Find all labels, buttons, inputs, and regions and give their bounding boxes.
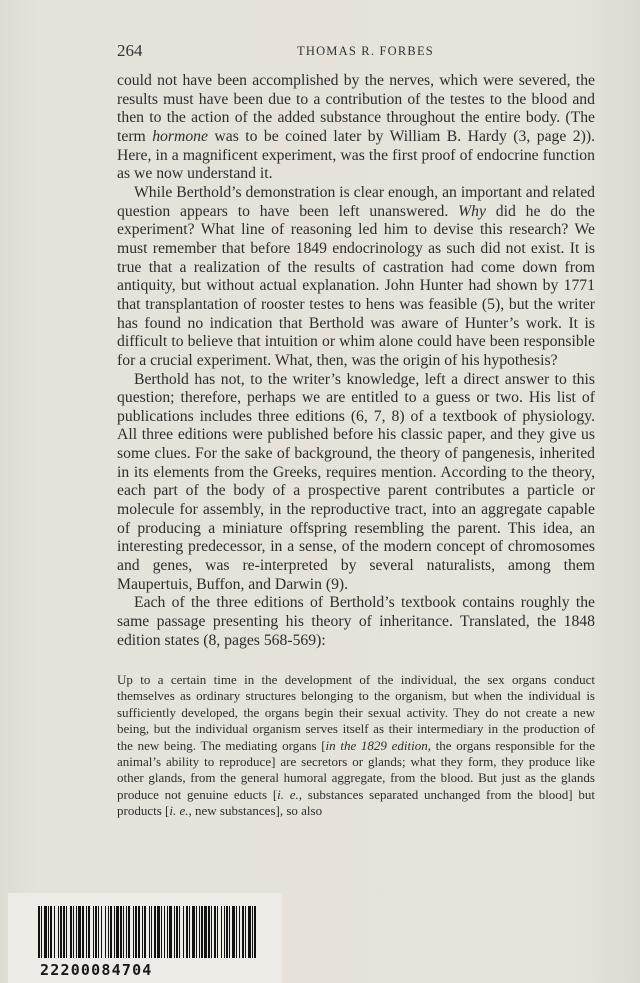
barcode-bar [144,906,146,958]
barcode-bar [242,906,244,958]
page-header [117,41,595,63]
barcode-bar [189,906,190,958]
italic-text-run: i. e., [169,803,192,819]
text-run: was to be coined later by William B. Hardy (3, page 2)). Here, in a magnificent experiment, was the first proof of endocrine function as we now understand it. [117,127,595,183]
body-paragraph [117,594,595,650]
barcode-bar [226,906,228,958]
barcode-bar [157,906,160,958]
barcode-bar [133,906,134,958]
barcode-bar [58,906,59,958]
text-run: substances separated unchanged from the blood] but products [ [117,786,595,819]
text-run: the organs responsible for the animal’s ability to reproduce] are secretors or glands; what they form, they produce like other glands, from the general humoral aggregate, from the blood. But just as the glands produce not genuine educts [ [117,737,596,802]
barcode-bar [50,906,52,958]
barcode-bar [142,906,143,958]
body-text [117,72,595,650]
barcode-bar [224,906,225,958]
body-paragraph [117,371,595,595]
barcode-bar [201,906,203,958]
barcode-bar [73,906,74,958]
barcode-bar [123,906,124,958]
barcode-bar [161,906,162,958]
barcode-bar [252,906,253,958]
barcode-bar [95,906,97,958]
barcode-bar [82,906,84,958]
barcode-bar [229,906,230,958]
barcode-bar [186,906,188,958]
italic-text-run: Why [458,202,486,220]
barcode-bar [110,906,112,958]
barcode-bar [154,906,156,958]
text-run: did he do the experiment? What line of reasoning led him to devise this research? We must remember that before 1849 endocrinology as such did not exist. It is true that a realization of the results of castration had come down from antiquity, but without actual explanation. John Hunter had shown by 1771 that transplantation of rooster testes to hens was feasible (5), but the writer has found no indication that Berthold was aware of Hunter’s work. It is difficult to believe that intuition or whim alone could have been responsible for a crucial experiment. What, then, was the origin of his hypothesis? [117,202,595,369]
barcode-bar [196,906,197,958]
barcode-bar [164,906,165,958]
barcode-bar [204,906,207,958]
barcode-bar [114,906,115,958]
barcode-bar [41,906,42,958]
body-paragraph [117,184,595,371]
barcode-bar [199,906,200,958]
quote-paragraph [117,672,595,820]
barcode-bar [66,906,67,958]
text-run: could not have been accomplished by the nerves, which were severed, the results must have been due to a contribution of the testes to the blood and then to the action of the added substance throughout the entire body. (The term [117,72,595,145]
barcode-bar [214,906,216,958]
italic-text-run: hormone [152,127,208,145]
text-run: new substances], so also [191,803,323,819]
barcode-bar [126,906,127,958]
barcode-number: 22200084704 [40,961,153,979]
barcode-bar [217,906,218,958]
running-head: THOMAS R. FORBES [297,44,434,58]
barcode-bar [108,906,109,958]
barcode-bar [88,906,90,958]
barcode-bar [208,906,210,958]
text-run: While Berthold’s demonstration is clear enough, an important and related question appears to have been left unanswered. [117,183,595,220]
italic-text-run: i. e., [277,786,303,802]
barcode-bar [93,906,94,958]
barcode-bar [78,906,81,958]
barcode-icon [38,906,260,958]
barcode-bar [236,906,237,958]
barcode-bar [105,906,106,958]
barcode-bar [135,906,137,958]
barcode-bar [86,906,87,958]
barcode-bar [239,906,240,958]
barcode-bar [254,906,256,958]
barcode-bar [179,906,180,958]
barcode-bar [120,906,122,958]
barcode-bar [176,906,178,958]
barcode-bar [128,906,130,958]
barcode-bar [221,906,222,958]
barcode-bar [183,906,184,958]
barcode-bar [167,906,168,958]
block-quote [117,672,595,820]
barcode-bar [149,906,150,958]
barcode-bar [63,906,65,958]
barcode-bar [98,906,99,958]
barcode-bar [138,906,140,958]
barcode-bar [101,906,102,958]
barcode-bar [44,906,47,958]
barcode-bar [116,906,119,958]
text-run: Berthold has not, to the writer’s knowledge, left a direct answer to this question; therefore, perhaps we are entitled to a guess or two. His list of publications includes three editions (6, 7, 8) of a textbook of physiology. All three editions were published before his classic paper, and they give us some clues. For the sake of background, the theory of pangenesis, inherited in its elements from the Greeks, requires mention. According to the theory, each part of the body of a prospective parent contributes a particle or molecule for assembly, in the reproductive tract, into an aggregate capable of producing a miniature offspring resembling the parent. This idea, an interesting predecessor, in a sense, of the modern concept of chromosomes and genes, was re-interpreted by several naturalists, among them Maupertuis, Buffon, and Darwin (9). [117,370,595,593]
barcode-bar [174,906,175,958]
barcode-bar [48,906,49,958]
body-paragraph [117,72,595,184]
barcode-bar [54,906,55,958]
italic-text-run: in the 1829 edition, [325,737,431,753]
barcode-bar [192,906,195,958]
barcode-bar [76,906,77,958]
barcode-bar [151,906,152,958]
barcode-bar [38,906,40,958]
page-number: 264 [117,41,143,60]
barcode-bar [248,906,251,958]
barcode-bar [60,906,62,958]
barcode-bar [211,906,212,958]
text-run: Up to a certain time in the development of the individual, the sex organs conduct themselves as ordinary structures belonging to the organism, but when the individual is sufficiently developed, the organs begin their sexual activity. They do not create a new being, but the individual organism serves itself as their intermediary in the production of the new being. The mediating organs [ [117,672,595,753]
barcode-bar [245,906,246,958]
library-barcode-label [8,893,282,983]
barcode-bar [232,906,235,958]
text-run: Each of the three editions of Berthold’s textbook contains roughly the same passage presenting his theory of inheritance. Translated, the 1848 edition states (8, pages 568-569): [117,594,595,649]
barcode-bar [70,906,72,958]
barcode-bar [169,906,172,958]
